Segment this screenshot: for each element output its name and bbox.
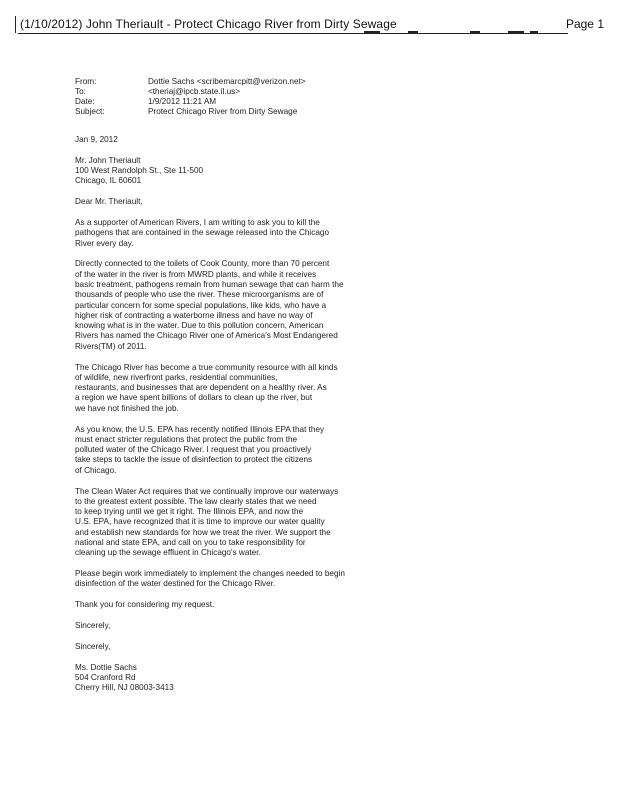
address-line: 100 West Randolph St., Ste 11-500: [75, 166, 204, 176]
recipient-address: [75, 156, 545, 187]
paragraph: Directly connected to the toilets of Cook County, more than 70 percent of the water in the river is from MWRD plants, and while it receives basic treatment, pathogens remain from human sewage that can harm the thousands of people who use the river. These microorganisms are of particular concern for some special populations, like kids, who have a higher risk of contracting a waterborne illness and have no way of knowing what is in the water. Due to this pollution concern, American Rivers has named the Chicago River one of America's Most Endangered Rivers(TM) of 2011.: [75, 259, 344, 351]
meta-value: Dottie Sachs <scribemarcpitt@verizon.net>: [148, 77, 306, 86]
meta-label: From:: [75, 77, 97, 86]
closing: Sincerely,: [75, 620, 111, 630]
signature-block: [75, 663, 545, 694]
letter-date: Jan 9, 2012: [75, 135, 118, 144]
header-dash: [408, 31, 418, 33]
meta-value: 1/9/2012 11:21 AM: [148, 97, 217, 106]
meta-row-from: [75, 77, 306, 87]
email-meta: [75, 77, 306, 117]
meta-label: Date:: [75, 97, 95, 106]
paragraph: As you know, the U.S. EPA has recently notified Illinois EPA that they must enact stricter regulations that protect the public from the polluted water of the Chicago River. I request that you proactively take steps to tackle the issue of disinfection to protect the citizens of Chicago.: [75, 424, 325, 475]
header-rule: [18, 33, 568, 34]
address-line: Mr. John Theriault: [75, 155, 141, 165]
letter-body: [75, 135, 545, 704]
meta-label: To:: [75, 87, 86, 96]
meta-row-to: [75, 87, 306, 97]
page-header: [8, 14, 608, 36]
page-header-title: (1/10/2012) John Theriault - Protect Chicago River from Dirty Sewage: [20, 17, 397, 31]
header-dash: [470, 31, 480, 33]
paragraph: As a supporter of American Rivers, I am writing to ask you to kill the pathogens that are contained in the sewage released into the Chicago River every day.: [75, 217, 329, 248]
paragraph: Please begin work immediately to implement the changes needed to begin disinfection of the water destined for the Chicago River.: [75, 569, 345, 589]
header-dash: [530, 31, 538, 33]
closing: Sincerely,: [75, 641, 111, 651]
header-dash: [364, 31, 380, 33]
meta-value: <theriaj@ipcb.state.il.us>: [148, 87, 241, 96]
salutation: Dear Mr. Theriault,: [75, 197, 143, 207]
meta-row-subject: [75, 107, 306, 117]
signature-line: Cherry Hill, NJ 08003-3413: [75, 683, 174, 693]
signature-line: Ms. Dottie Sachs: [75, 662, 137, 672]
meta-label: Subject:: [75, 107, 105, 116]
address-line: Chicago, IL 60601: [75, 176, 142, 186]
paragraph: The Clean Water Act requires that we continually improve our waterways to the greatest extent possible. The law clearly states that we need to keep trying until we get it right. The Illinois EPA, and now the U.S. EPA, have recognized that it is time to improve our water quality and establish new standards for how we treat the river. We support the national and state EPA, and call on you to take responsibility for cleaning up the sewage effluent in Chicago's water.: [75, 486, 339, 558]
header-tick-mark: [15, 16, 16, 33]
signature-line: 504 Cranford Rd: [75, 672, 136, 682]
meta-row-date: [75, 97, 306, 107]
header-dash: [508, 31, 524, 33]
page-number: Page 1: [565, 17, 604, 31]
paragraph: The Chicago River has become a true community resource with all kinds of wildlife, new riverfront parks, residential communities, restaurants, and businesses that are dependent on a healthy river. As a region we have spent billions of dollars to clean up the river, but we have not finished the job.: [75, 362, 338, 413]
paragraph: Thank you for considering my request.: [75, 600, 215, 610]
meta-value: Protect Chicago River from Dirty Sewage: [148, 107, 298, 116]
